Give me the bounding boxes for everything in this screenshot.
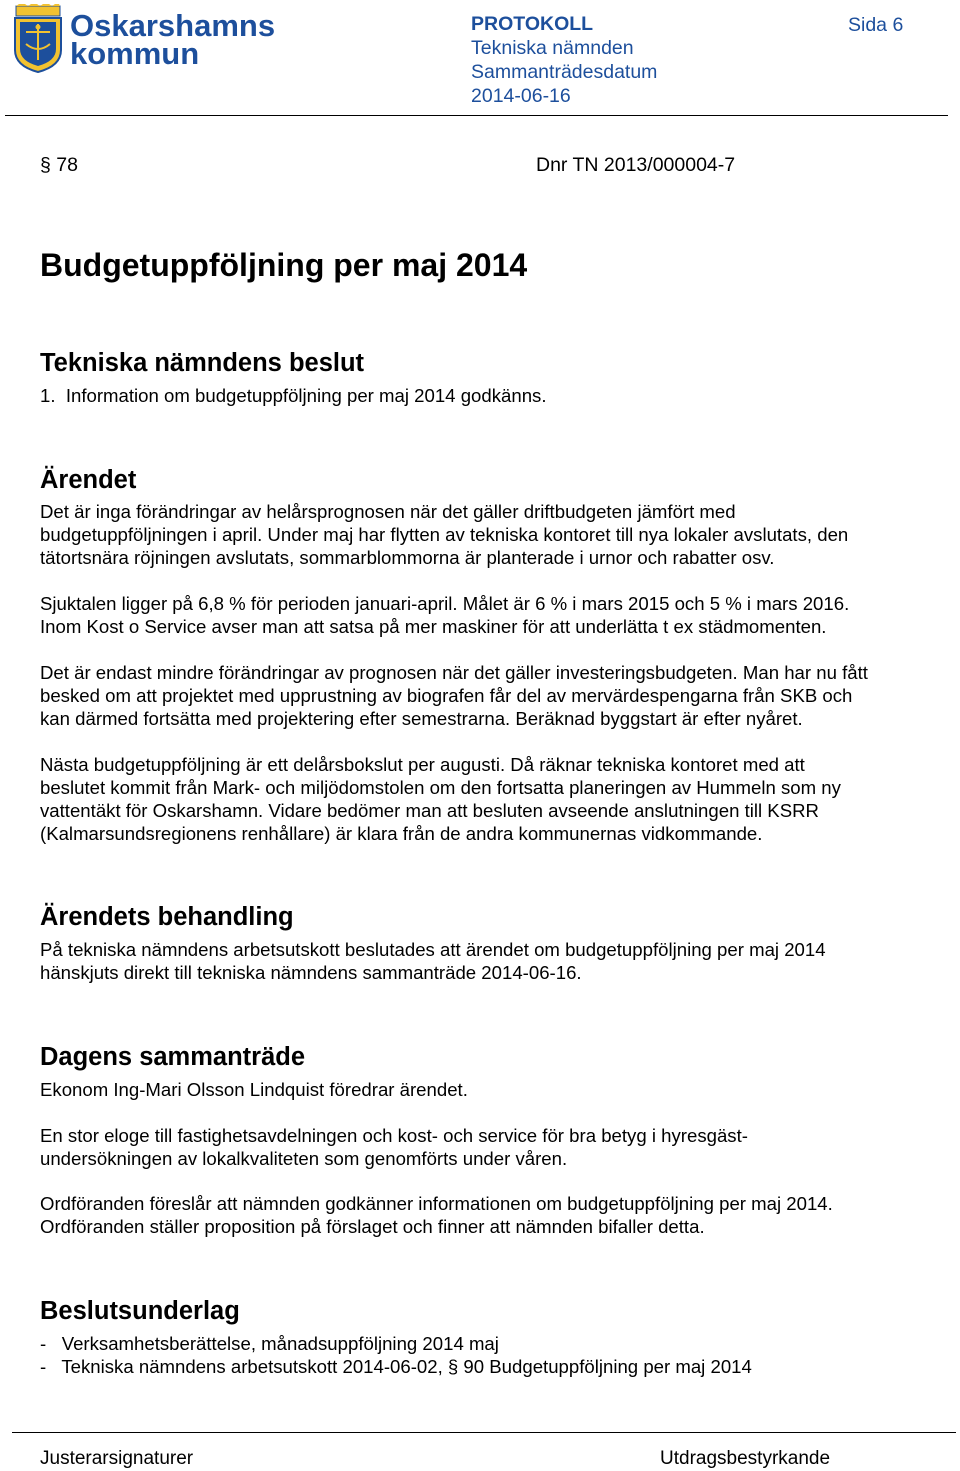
handling-paragraph xyxy=(40,938,940,984)
basis-list xyxy=(40,1332,940,1378)
text-line: Det är endast mindre förändringar av prognosen när det gäller investeringsbudgeten. Man har nu fått xyxy=(40,662,868,683)
text-line: Ordföranden ställer proposition på förslaget och finner att nämnden bifaller detta. xyxy=(40,1216,705,1237)
text-line: kan därmed fortsätta med projektering efter semestrarna. Beräknad byggstart är efter nyåret. xyxy=(40,708,803,729)
certification-label: Utdragsbestyrkande xyxy=(660,1448,831,1469)
meeting-paragraph-3 xyxy=(40,1192,940,1238)
text-line: Sjuktalen ligger på 6,8 % för perioden januari-april. Målet är 6 % i mars 2015 och 5 % i mars 2016. xyxy=(40,593,850,614)
case-number: Dnr TN 2013/000004-7 xyxy=(536,154,736,176)
text-line: Nästa budgetuppföljning är ett delårsbokslut per augusti. Då räknar tekniska kontoret med att xyxy=(40,754,805,775)
meeting-date: 2014-06-16 xyxy=(471,85,571,107)
text-line: Ekonom Ing-Mari Olsson Lindquist föredrar ärendet. xyxy=(40,1079,468,1100)
matter-paragraph-4 xyxy=(40,753,940,845)
text-line: besked om att projektet med upprustning av biografen får del av mervärdespengarna från SKB och xyxy=(40,685,853,706)
section-symbol: § xyxy=(40,154,51,176)
text-line: undersökningen av lokalkvaliteten som genomförts under våren. xyxy=(40,1148,568,1169)
text-line: Inom Kost o Service avser man att satsa på mer maskiner för att underlätta t ex städmomenten. xyxy=(40,616,827,637)
matter-paragraph-1 xyxy=(40,500,940,569)
text-line: En stor eloge till fastighetsavdelningen och kost- och service för bra betyg i hyresgäst- xyxy=(40,1125,748,1146)
decision-heading: Tekniska nämndens beslut xyxy=(40,349,365,377)
text-line: vattentäkt för Oskarshamn. Vidare bedömer man att besluten avseende anslutningen till KSRR xyxy=(40,800,819,821)
meeting-paragraph-1 xyxy=(40,1078,940,1101)
meeting-paragraph-2 xyxy=(40,1124,940,1170)
doc-type: PROTOKOLL xyxy=(471,13,594,35)
oskarshamn-logo xyxy=(12,4,276,74)
text-line: Det är inga förändringar av helårsprognosen när det gäller driftbudgeten jämfört med xyxy=(40,501,736,522)
list-item: - Verksamhetsberättelse, månadsuppföljning 2014 maj xyxy=(40,1333,499,1354)
date-label: Sammanträdesdatum xyxy=(471,61,658,83)
org-name-line1: Oskarshamns xyxy=(70,8,276,43)
decision-item: 1. Information om budgetuppföljning per maj 2014 godkänns. xyxy=(40,385,547,406)
text-line: tätortsnära röjningen avslutats, sommarblommorna är planterade i urnor och rabatter osv. xyxy=(40,547,775,568)
footer-divider xyxy=(12,1432,956,1433)
text-line: hänskjuts direkt till tekniska nämndens sammanträde 2014-06-16. xyxy=(40,962,582,983)
text-line: På tekniska nämndens arbetsutskott beslutades att ärendet om budgetuppföljning per maj 2014 xyxy=(40,939,826,960)
matter-paragraph-2 xyxy=(40,592,940,638)
committee-name: Tekniska nämnden xyxy=(471,37,634,59)
list-item: - Tekniska nämndens arbetsutskott 2014-06-02, § 90 Budgetuppföljning per maj 2014 xyxy=(40,1356,752,1377)
paragraph-number xyxy=(40,152,78,178)
text-line: Ordföranden föreslår att nämnden godkänner informationen om budgetuppföljning per maj 2014. xyxy=(40,1193,833,1214)
org-name-line2: kommun xyxy=(70,36,200,71)
page-title: Budgetuppföljning per maj 2014 xyxy=(40,247,528,283)
meeting-heading: Dagens sammanträde xyxy=(40,1043,306,1071)
basis-heading: Beslutsunderlag xyxy=(40,1297,240,1325)
handling-heading: Ärendets behandling xyxy=(40,903,294,931)
decision-list xyxy=(40,384,940,407)
paragraph-number-value: 78 xyxy=(56,154,78,176)
text-line: (Kalmarsundsregionens renhållare) är klara från de andra kommunernas vidkommande. xyxy=(40,823,763,844)
page-number: Sida 6 xyxy=(848,14,904,36)
matter-paragraph-3 xyxy=(40,661,940,730)
header-divider xyxy=(5,115,948,116)
signature-label: Justerarsignaturer xyxy=(40,1448,194,1469)
text-line: beslutet kommit från Mark- och miljödomstolen om den fortsatta planeringen av Hummeln som ny xyxy=(40,777,841,798)
matter-heading: Ärendet xyxy=(40,466,137,494)
text-line: budgetuppföljningen i april. Under maj har flytten av tekniska kontoret till nya lokaler avslutats, den xyxy=(40,524,849,545)
